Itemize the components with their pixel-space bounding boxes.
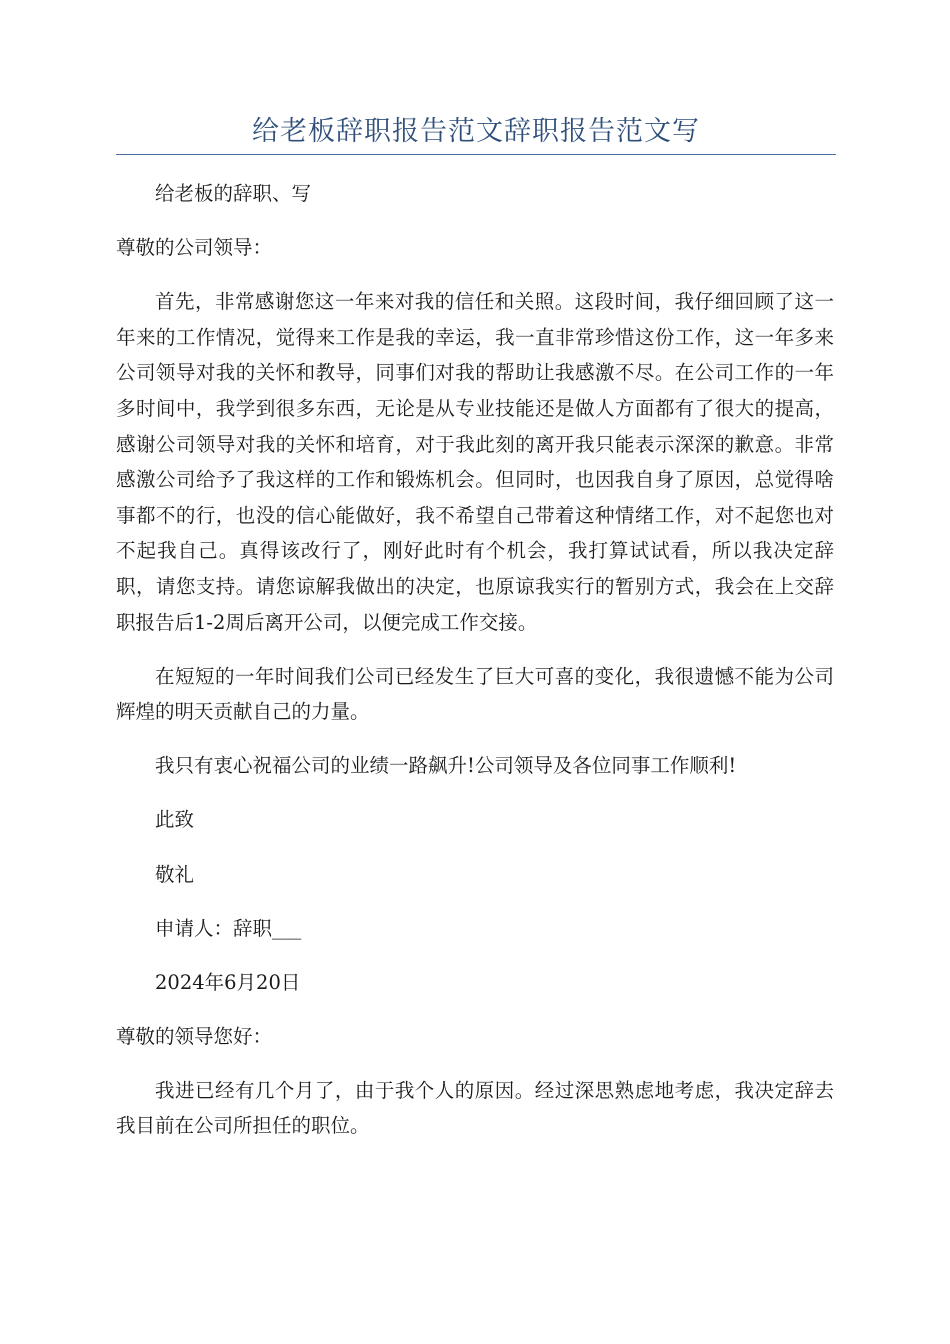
subtitle-line: 给老板的辞职、写 <box>155 182 312 205</box>
title-divider <box>116 154 836 155</box>
document-body <box>116 176 834 1163</box>
body-paragraph-2: 在短短的一年时间我们公司已经发生了巨大可喜的变化，我很遗憾不能为公司辉煌的明天贡献自己的力量。 <box>116 664 834 724</box>
salutation-1: 尊敬的公司领导： <box>116 236 273 260</box>
body-paragraph-1: 首先，非常感谢您这一年来对我的信任和关照。这段时间，我仔细回顾了这一年来的工作情况，觉得来工作是我的幸运，我一直非常珍惜这份工作，这一年多来公司领导对我的关怀和教导，同事们对我的帮助让我感激不尽。在公司工作的一年多时间中，我学到很多东西，无论是从专业技能还是做人方面都有了很大的提高，感谢公司领导对我的关怀和培育，对于我此刻的离开我只能表示深深的歉意。非常感激公司给予了我这样的工作和锻炼机会。但同时，也因我自身了原因，总觉得啥事都不的行，也没的信心能做好，我不希望自己带着这种情绪工作，对不起您也对不起我自己。真得该改行了，刚好此时有个机会，我打算试试看，所以我决定辞职，请您支持。请您谅解我做出的决定，也原谅我实行的暂别方式，我会在上交辞职报告后1-2周后离开公司，以便完成工作交接。 <box>116 290 834 634</box>
closing-line-1: 此致 <box>155 808 195 832</box>
date-line: 2024年6月20日 <box>155 970 301 994</box>
applicant-line: 申请人：辞职___ <box>155 916 302 940</box>
body-paragraph-3: 我只有衷心祝福公司的业绩一路飙升!公司领导及各位同事工作顺利! <box>155 754 737 778</box>
document-title: 给老板辞职报告范文辞职报告范文写 <box>252 116 700 147</box>
body-paragraph-4: 我进已经有几个月了，由于我个人的原因。经过深思熟虑地考虑，我决定辞去我目前在公司所担任的职位。 <box>116 1078 834 1138</box>
salutation-2: 尊敬的领导您好： <box>116 1024 273 1048</box>
closing-line-2: 敬礼 <box>155 862 195 886</box>
